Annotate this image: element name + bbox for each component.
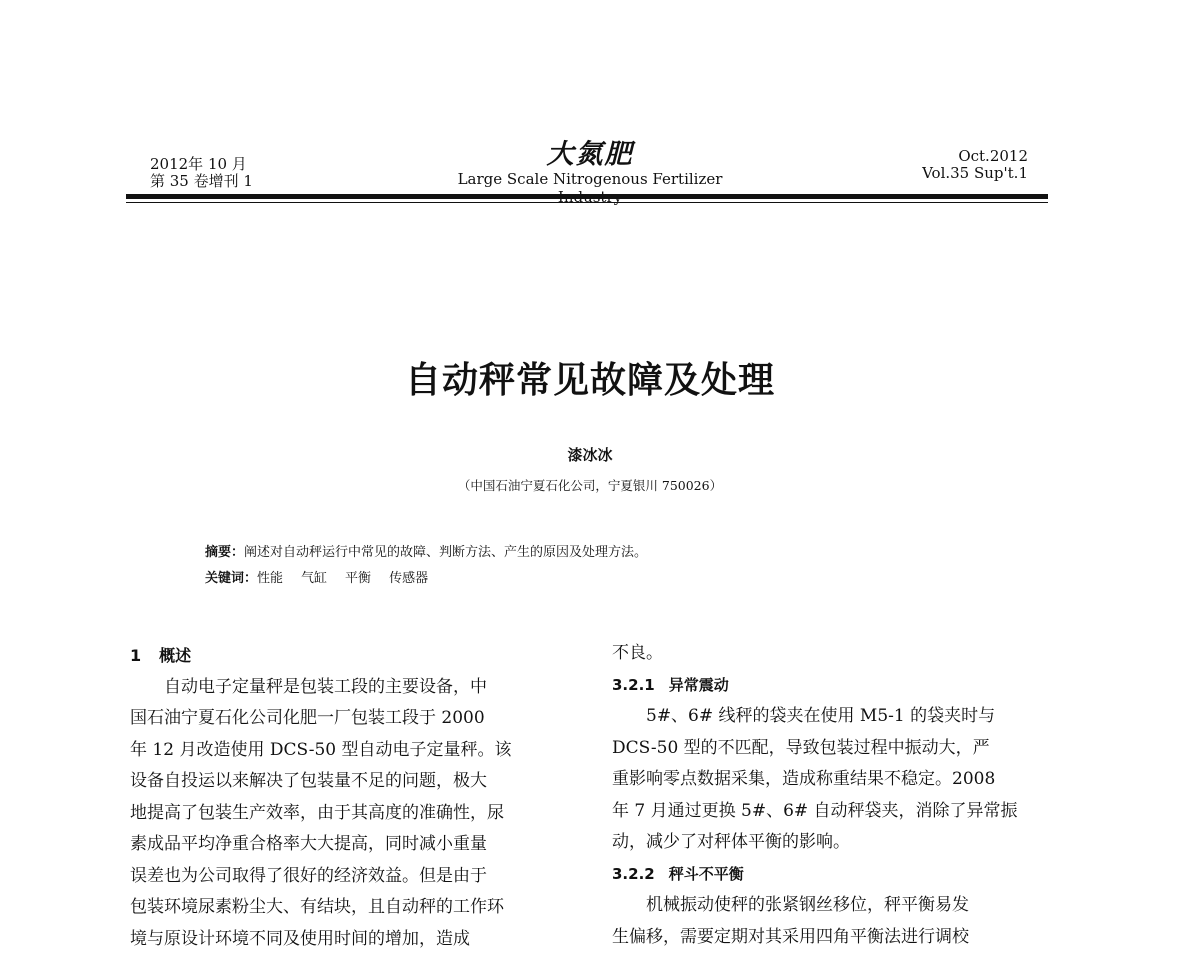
article-title: 自动秤常见故障及处理 (0, 352, 1180, 403)
keyword: 传感器 (389, 571, 428, 586)
body-line: 自动电子定量秤是包装工段的主要设备，中 (130, 672, 574, 704)
keywords-label: 关键词： (205, 571, 257, 586)
subsection-heading (612, 859, 1056, 891)
issue-volume-cn: 第 35 卷增刊 1 (150, 173, 253, 190)
section-heading (130, 640, 574, 672)
body-line: 地提高了包装生产效率，由于其高度的准确性，尿 (130, 798, 574, 830)
body-line: 境与原设计环境不同及使用时间的增加，造成 (130, 924, 574, 955)
abstract (205, 540, 647, 566)
body-line: DCS-50 型的不匹配，导致包装过程中振动大，严 (612, 733, 1056, 765)
section-title: 概述 (159, 646, 191, 665)
keywords (205, 566, 647, 592)
body-line: 机械振动使秤的张紧钢丝移位，秤平衡易发 (612, 890, 1056, 922)
header-left (150, 156, 253, 190)
section-number: 1 (130, 646, 141, 665)
right-column (612, 638, 1056, 953)
body-line: 动，减少了对秤体平衡的影响。 (612, 827, 1056, 859)
issue-date-en: Oct.2012 (922, 148, 1028, 165)
keyword: 平衡 (345, 571, 371, 586)
body-line: 生偏移，需要定期对其采用四角平衡法进行调校 (612, 922, 1056, 954)
body-line: 重影响零点数据采集，造成称重结果不稳定。2008 (612, 764, 1056, 796)
body-line: 年 12 月改造使用 DCS-50 型自动电子定量秤。该 (130, 735, 574, 767)
article-author: 漆冰冰 (0, 444, 1180, 465)
body-line: 5#、6# 线秤的袋夹在使用 M5-1 的袋夹时与 (612, 701, 1056, 733)
issue-volume-en: Vol.35 Sup't.1 (922, 165, 1028, 182)
body-line: 素成品平均净重合格率大大提高，同时减小重量 (130, 829, 574, 861)
header-rule-thick (126, 194, 1048, 199)
journal-logo: 大氮肥 (440, 140, 740, 170)
abstract-label: 摘要： (205, 545, 244, 560)
body-line: 不良。 (612, 638, 1056, 670)
journal-name-en: Large Scale Nitrogenous Fertilizer (440, 170, 740, 206)
subsection-heading (612, 670, 1056, 702)
body-line: 包装环境尿素粉尘大、有结块，且自动秤的工作环 (130, 892, 574, 924)
body-line: 国石油宁夏石化公司化肥一厂包装工段于 2000 (130, 703, 574, 735)
subsection-number: 3.2.1 (612, 676, 655, 694)
body-line: 误差也为公司取得了很好的经济效益。但是由于 (130, 861, 574, 893)
abstract-block (205, 540, 647, 592)
subsection-number: 3.2.2 (612, 865, 655, 883)
keyword: 气缸 (301, 571, 327, 586)
header-rule-thin (126, 202, 1048, 203)
abstract-text: 阐述对自动秤运行中常见的故障、判断方法、产生的原因及处理方法。 (244, 545, 647, 560)
issue-date-cn: 2012年 10 月 (150, 156, 253, 173)
header-right (922, 148, 1028, 182)
keyword: 性能 (257, 571, 283, 586)
body-line: 设备自投运以来解决了包装量不足的问题，极大 (130, 766, 574, 798)
author-affiliation: （中国石油宁夏石化公司，宁夏银川 750026） (0, 476, 1180, 494)
body-line: 年 7 月通过更换 5#、6# 自动秤袋夹，消除了异常振 (612, 796, 1056, 828)
left-column (130, 640, 574, 955)
subsection-title: 秤斗不平衡 (669, 865, 744, 883)
subsection-title: 异常震动 (669, 676, 729, 694)
